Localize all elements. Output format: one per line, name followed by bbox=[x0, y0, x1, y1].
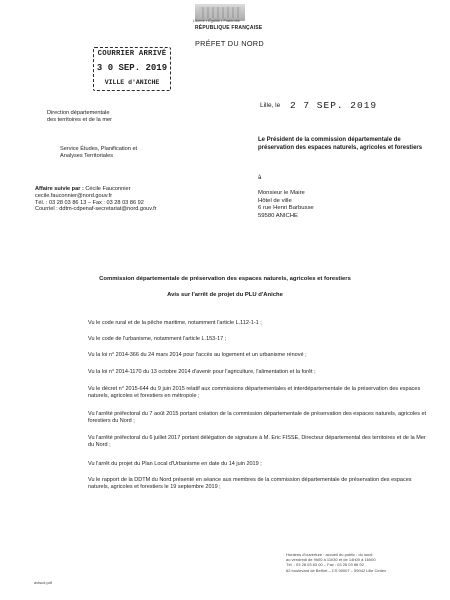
footer-line-3: Tél. : 03 28 03 83 00 – Fax : 03 28 03 86 92 bbox=[286, 562, 364, 568]
contact-block bbox=[35, 186, 157, 213]
recipient-line-3: 6 rue Henri Barbusse bbox=[258, 205, 314, 211]
direction-block bbox=[47, 110, 112, 124]
recipient-a: à bbox=[258, 175, 262, 181]
footer-line-1: Horaires d'ouverture : accueil du public : du lundi bbox=[286, 552, 373, 557]
recipient-address bbox=[258, 190, 314, 220]
avis-title: Avis sur l'arrêt de projet du PLU d'Aniche bbox=[167, 292, 283, 298]
recipient-line-2: Hôtel de ville bbox=[258, 197, 292, 204]
vu-paragraph: Vu le code de l'urbanisme, notamment l'article L.153-17 ; bbox=[88, 336, 227, 342]
contact-label: Affaire suivie par : bbox=[35, 186, 84, 192]
date-place: Lille, le bbox=[260, 102, 281, 109]
vu-paragraph: Vu l'arrêt du projet du Plan Local d'Urbanisme en date du 14 juin 2019 ; bbox=[88, 461, 262, 467]
stamp-date: 3 0 SEP. 2019 bbox=[96, 63, 168, 73]
vu-paragraph: Vu la loi n° 2014-366 du 24 mars 2014 pour l'accès au logement et un urbanisme rénové ; bbox=[88, 352, 307, 358]
vu-paragraph: Vu le rapport de la DDTM du Nord présenté en séance aux membres de la commission départementale de préservation des espaces naturels, agricoles et forestiers le 19 septembre 2019 ; bbox=[88, 477, 412, 490]
vu-paragraph: Vu l'arrêté préfectoral du 7 août 2015 portant création de la commission départementale de préservation des espaces naturels, agricoles et forestiers du Nord ; bbox=[88, 411, 427, 424]
stamp-title: COURRIER ARRIVÉ bbox=[97, 50, 167, 58]
vu-paragraph: Vu la loi n° 2014-1170 du 13 octobre 2014 d'avenir pour l'agriculture, l'alimentation et la forêt ; bbox=[88, 369, 316, 375]
prefet-heading: PRÉFET DU NORD bbox=[195, 39, 264, 48]
stamp-town: VILLE d'ANICHE bbox=[104, 79, 160, 86]
contact-name: Cécile Fauconnier bbox=[85, 186, 131, 192]
republique-francaise: RÉPUBLIQUE FRANÇAISE bbox=[195, 25, 263, 31]
vu-paragraph: Vu l'arrêté préfectoral du 6 juillet 2017 portant délégation de signature à M. Eric FISSE, Directeur départemental des territoires et de la Mer du Nord ; bbox=[88, 435, 426, 448]
sender-title: Le Président de la commission départementale de préservation des espaces naturels, agricoles et forestiers bbox=[258, 137, 423, 151]
service-block bbox=[60, 146, 137, 160]
direction-line-2: des territoires et de la mer bbox=[47, 116, 112, 123]
file-reference: aviscd.pdf bbox=[34, 580, 53, 585]
direction-line-1: Direction départementale bbox=[47, 110, 110, 116]
footer-block bbox=[286, 552, 386, 573]
contact-email: cecile.fauconnier@nord.gouv.fr bbox=[35, 192, 113, 199]
contact-courriel: Courriel : ddtm-cdpenaf-secretariat@nord.gouv.fr bbox=[35, 206, 157, 213]
republic-motto: Liberté • Égalité • Fraternité bbox=[193, 19, 240, 23]
recipient-line-1: Monsieur le Maire bbox=[258, 190, 305, 196]
recipient-line-4: 59580 ANICHE bbox=[258, 212, 298, 219]
footer-line-4: 62 boulevard de Belfort – CS 90007 – 59042 Lille Cedex bbox=[286, 567, 387, 573]
service-line-2: Analyses Territoriales bbox=[60, 152, 114, 159]
vu-paragraph: Vu le code rural et de la pêche maritime, notamment l'article L.112-1-1 ; bbox=[88, 320, 262, 326]
date-stamp: 2 7 SEP. 2019 bbox=[290, 100, 378, 111]
service-line-1: Service Études, Planification et bbox=[60, 146, 138, 152]
commission-title: Commission départementale de préservation des espaces naturels, agricoles et forestiers bbox=[99, 276, 351, 282]
vu-paragraph: Vu le décret n° 2015-644 du 9 juin 2015 relatif aux commissions départementales et interdépartementale de la préservation des espaces naturels, agricoles et forestiers en métropole ; bbox=[88, 386, 421, 399]
footer-line-2: au vendredi de 9h00 à 11h30 et de 14h00 à 16h00 bbox=[286, 557, 376, 563]
contact-phone: Tél. : 03 28 03 86 13 – Fax : 03 28 03 86 92 bbox=[35, 199, 144, 206]
received-stamp bbox=[93, 47, 171, 91]
